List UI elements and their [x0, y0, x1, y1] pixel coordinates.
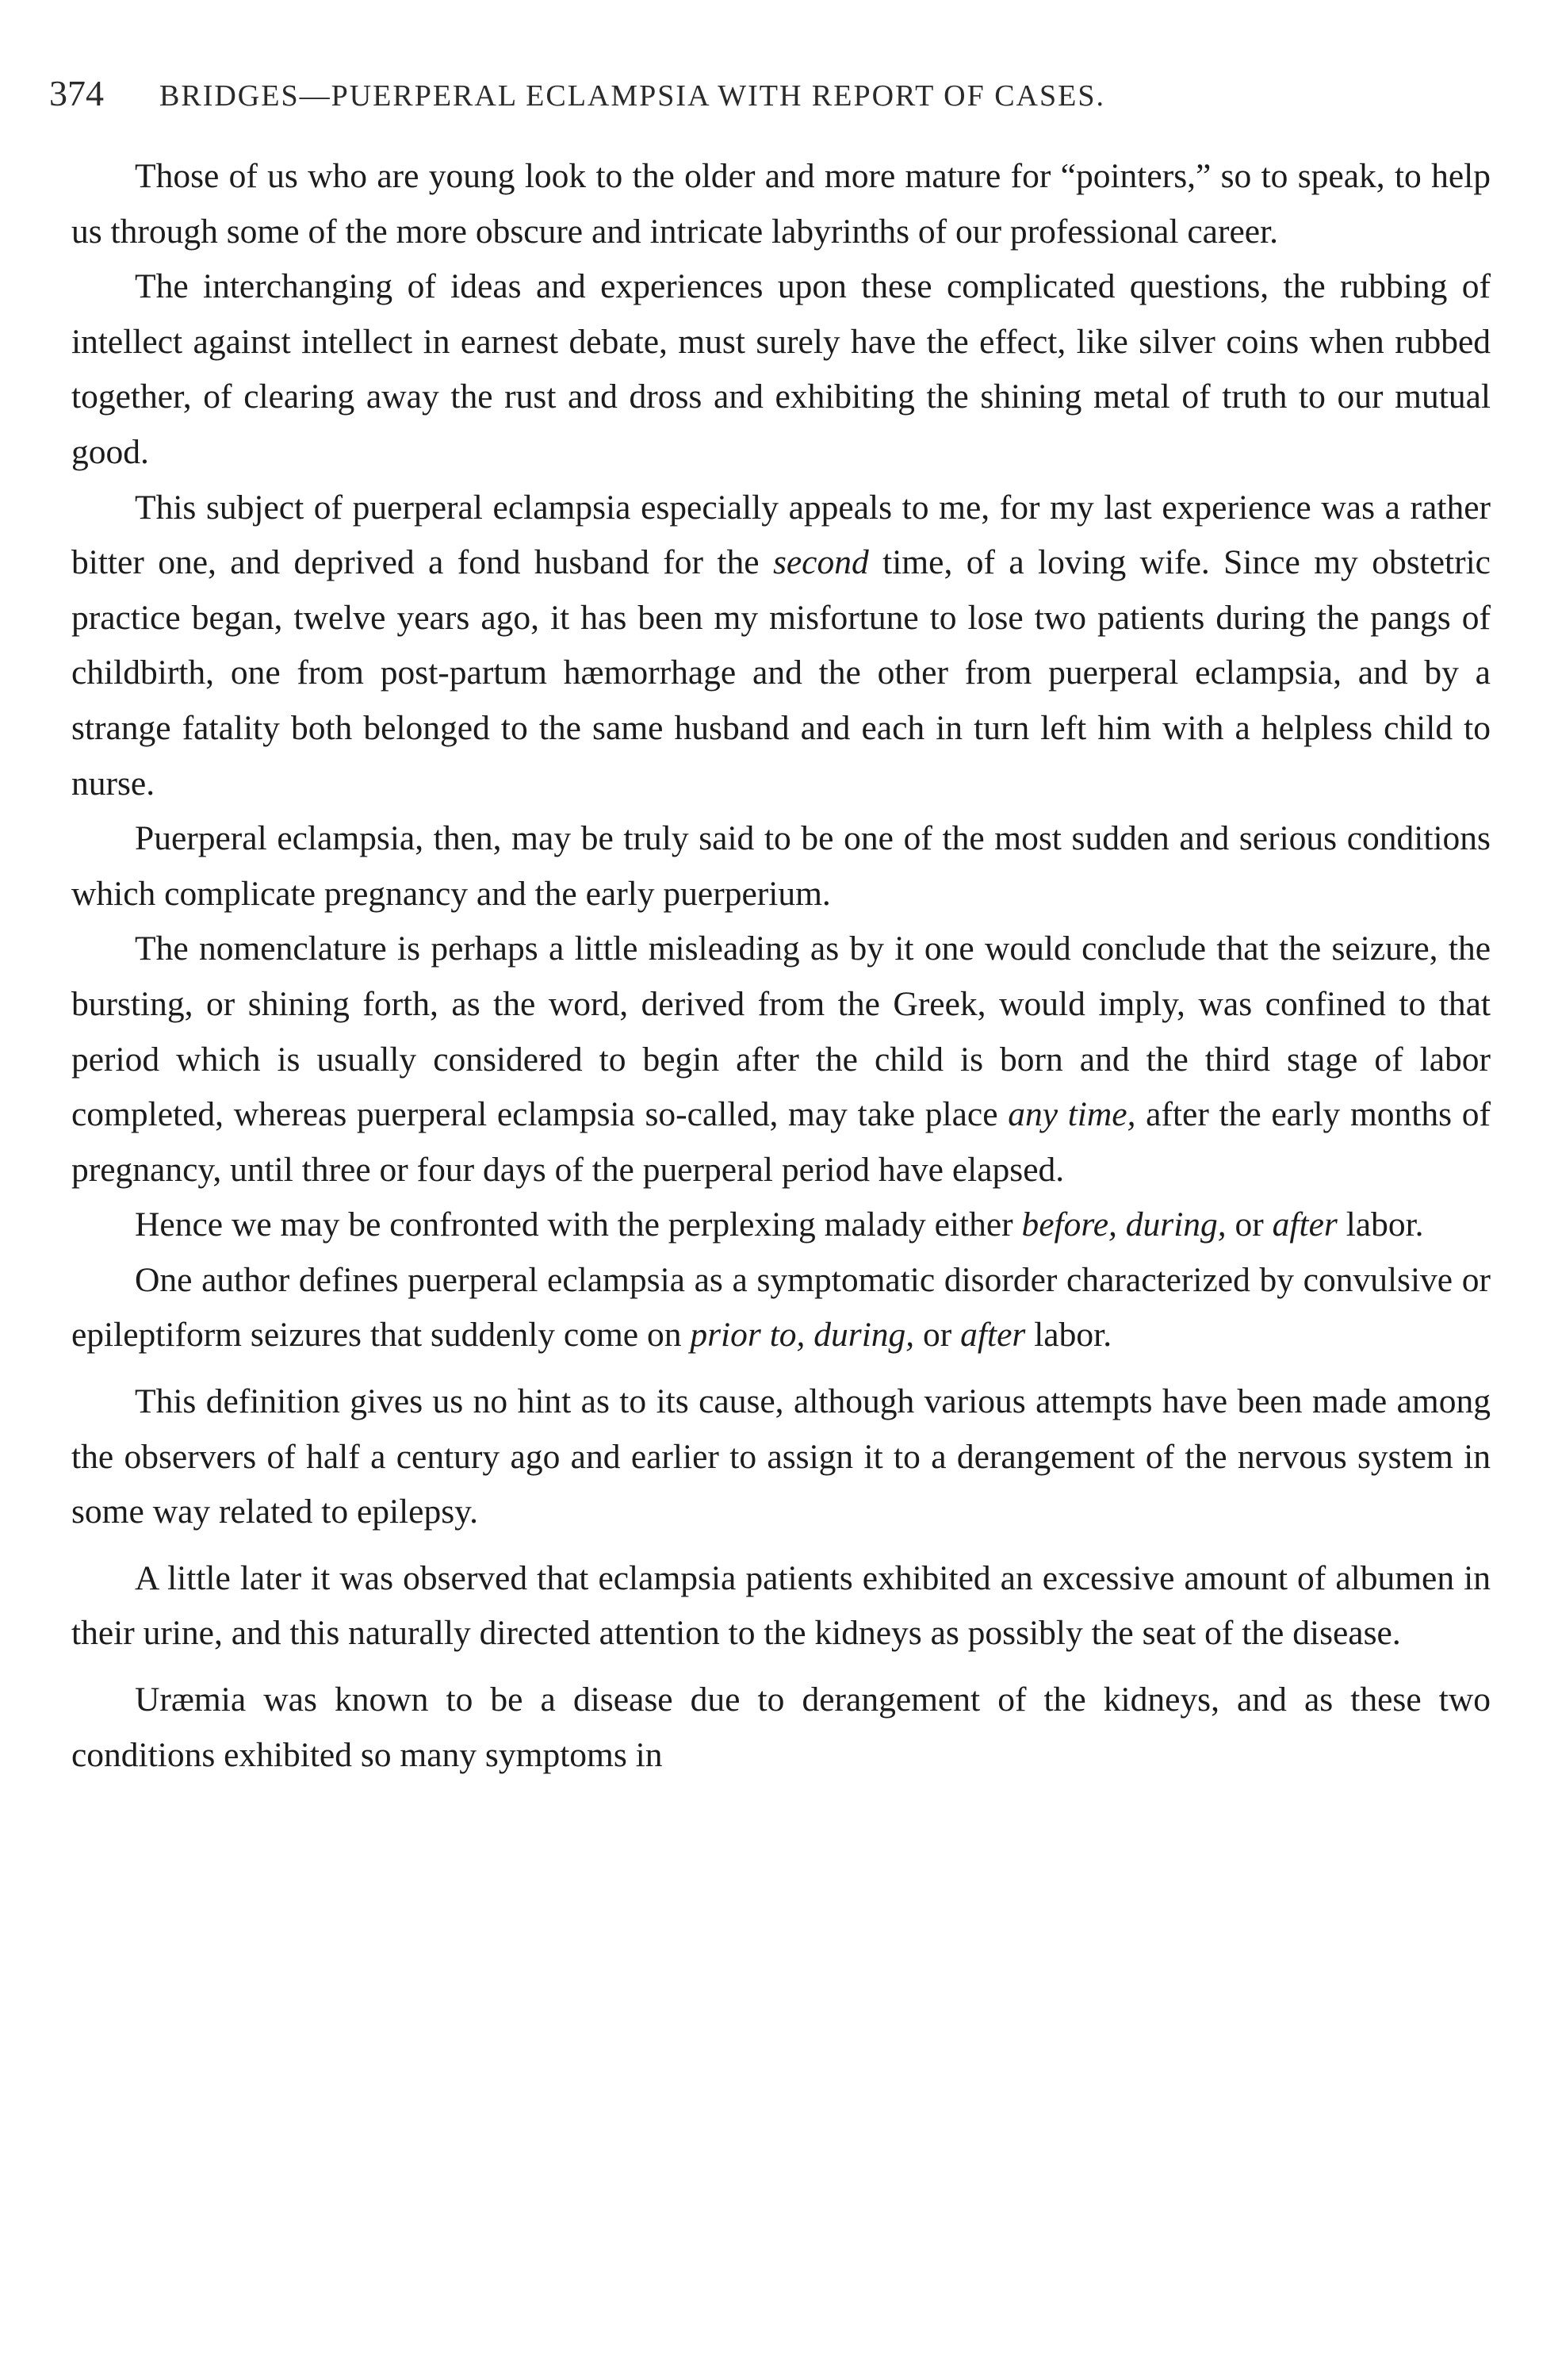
page-number: 374 — [49, 73, 104, 113]
italic-emphasis: after — [1272, 1205, 1338, 1244]
paragraph-text: Puerperal eclampsia, then, may be truly said to be one of the most sudden and serious conditions which complicate pregnancy and the early puerperium. — [71, 819, 1491, 913]
paragraph-nomenclature — [71, 922, 1491, 1198]
running-head — [49, 70, 1500, 117]
paragraph-text: Hence we may be confronted with the perplexing malady either — [135, 1205, 1022, 1244]
paragraph-subject-appeals — [71, 481, 1491, 812]
paragraph-text: or — [1226, 1205, 1273, 1244]
italic-emphasis: prior to, during, — [690, 1316, 915, 1355]
italic-emphasis: second — [772, 543, 869, 582]
paragraph-text: This definition gives us no hint as to its cause, although various attempts have been made among the observers of half a century ago and earlier to assign it to a derangement of the nervous system in some way related to epilepsy. — [71, 1382, 1491, 1531]
italic-emphasis: any time, — [1008, 1095, 1136, 1134]
paragraph-uraemia — [71, 1673, 1491, 1783]
paragraph-text: labor. — [1337, 1205, 1424, 1244]
italic-emphasis: before, during, — [1021, 1205, 1227, 1244]
paragraph-text: time, of a loving wife. Since my obstetric practice began, twelve years ago, it has been my misfortune to lose two patients during the pangs of childbirth, one from post-partum hæmorrhage and the other from puerperal eclampsia, and by a strange fatality both belonged to the same husband and each in turn left him with a helpless child to nurse. — [71, 543, 1491, 803]
paragraph-text: labor. — [1025, 1316, 1112, 1355]
italic-emphasis: after — [960, 1316, 1026, 1355]
body-text — [71, 149, 1491, 1783]
paragraph-text: or — [914, 1316, 961, 1355]
paragraph-text: Uræmia was known to be a disease due to derangement of the kidneys, and as these two conditions exhibited so many symptoms in — [71, 1681, 1491, 1774]
paragraph-young-look-to-older — [71, 149, 1491, 259]
paragraph-albumen — [71, 1551, 1491, 1661]
paragraph-text: A little later it was observed that eclampsia patients exhibited an excessive amount of albumen in their urine, and this naturally directed attention to the kidneys as possibly the seat of the disease. — [71, 1558, 1491, 1653]
paragraph-author-defines — [71, 1253, 1491, 1363]
paragraph-sudden-serious — [71, 811, 1491, 922]
paragraph-perplexing-malady — [71, 1198, 1491, 1253]
paragraph-text: Those of us who are young look to the older and more mature for “pointers,” so to speak, to help us through some of the more obscure and intricate labyrinths of our professional career. — [71, 157, 1491, 251]
paragraph-text: The interchanging of ideas and experiences upon these complicated questions, the rubbing of intellect against intellect in earnest debate, must surely have the effect, like silver coins when rubbed together, of clearing away the rust and dross and exhibiting the shining metal of truth to our mutual good. — [71, 267, 1491, 471]
running-title: BRIDGES—PUERPERAL ECLAMPSIA WITH REPORT OF CASES. — [159, 79, 1105, 113]
paragraph-definition-hint — [71, 1374, 1491, 1540]
paragraph-text: The nomenclature is perhaps a little misleading as by it one would conclude that the seizure, the bursting, or shining forth, as the word, derived from the Greek, would imply, was confined to that period which is usually considered to begin after the child is born and the third stage of labor completed, whereas puerperal eclampsia so-called, may take place — [71, 929, 1491, 1134]
paragraph-text: This subject of puerperal eclampsia especially appeals to me, for my last experience was a rather bitter one, and deprived a fond husband for the — [71, 488, 1491, 582]
paragraph-interchanging-ideas — [71, 259, 1491, 480]
paragraph-text: One author defines puerperal eclampsia as a symptomatic disorder characterized by convulsive or epileptiform seizures that suddenly come on — [71, 1260, 1491, 1355]
paragraph-text: after the early months of pregnancy, until three or four days of the puerperal period have elapsed. — [71, 1095, 1491, 1189]
